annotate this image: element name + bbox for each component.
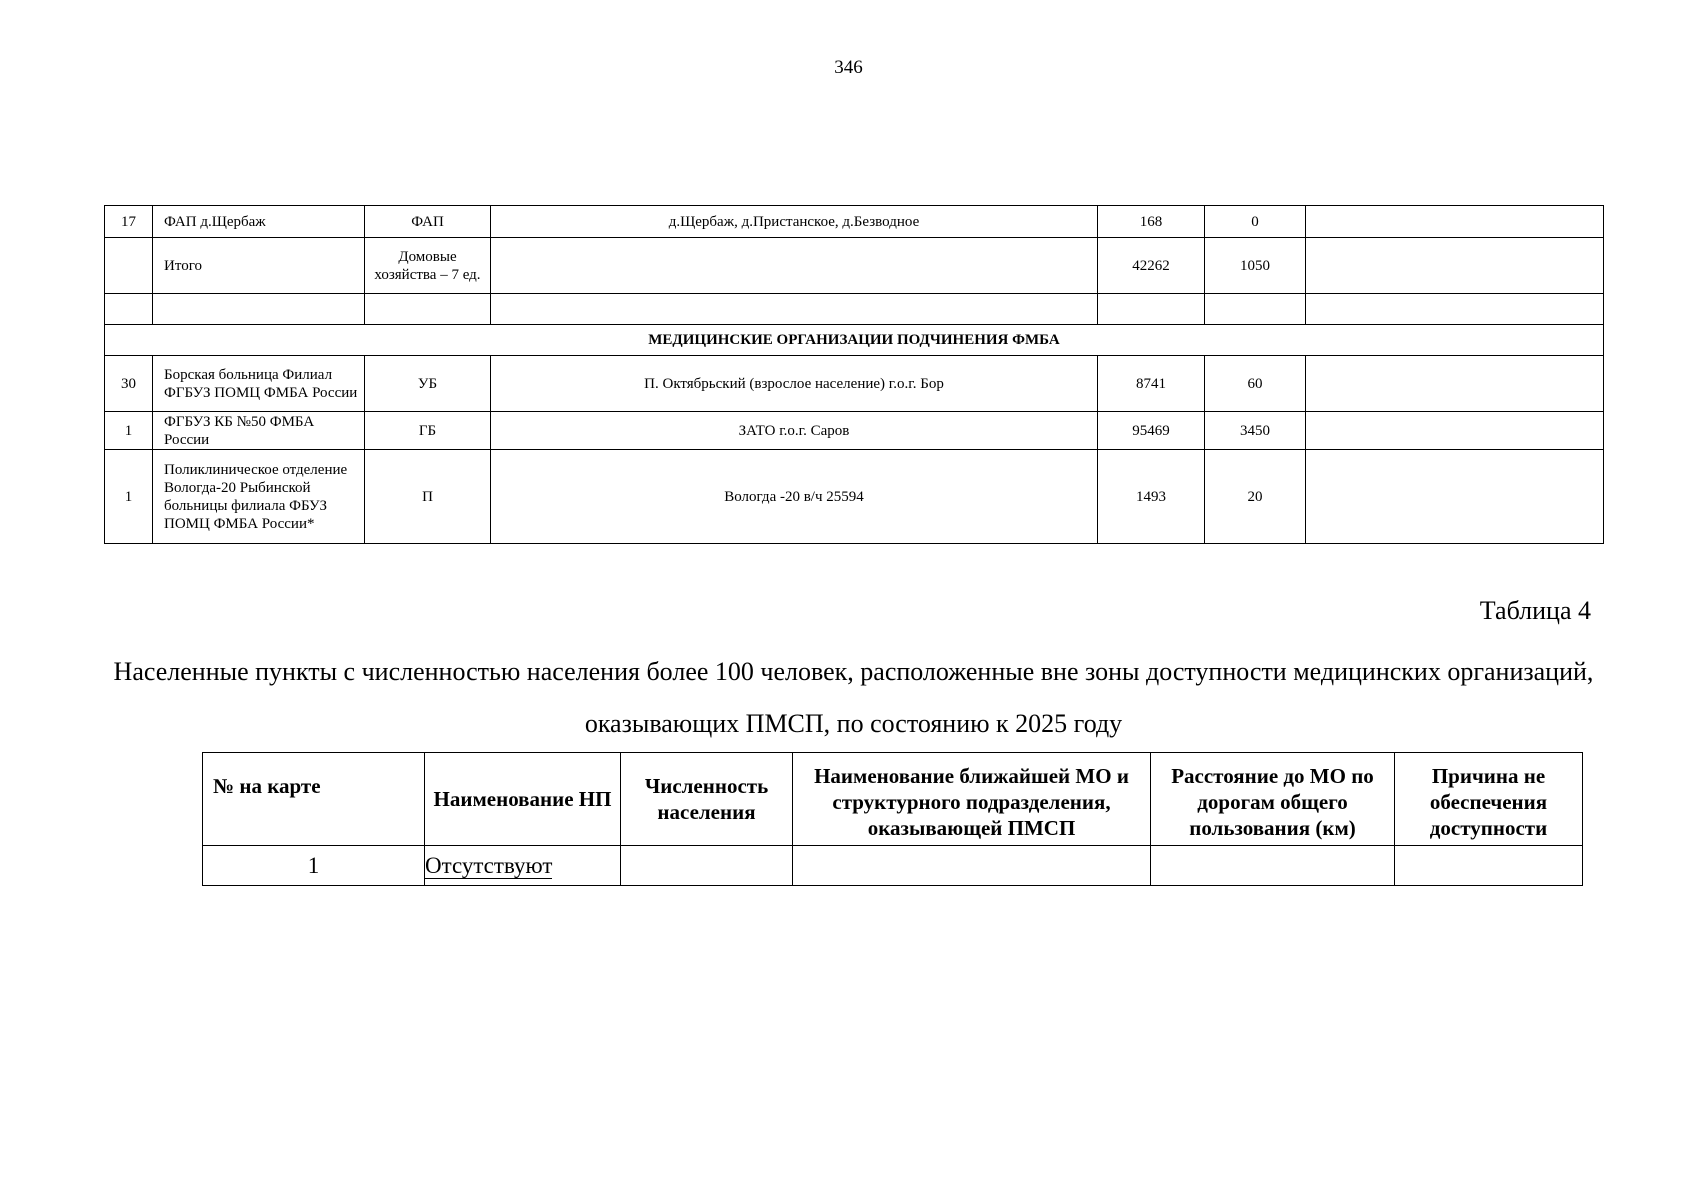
header-distance: Расстояние до МО по дорогам общего пользования (км): [1151, 753, 1395, 846]
page-number: 346: [834, 57, 863, 78]
note: [1306, 450, 1604, 544]
row-number: 30: [105, 356, 153, 412]
note: [1306, 294, 1604, 325]
row-number: 1: [105, 450, 153, 544]
children-count: 3450: [1205, 412, 1306, 450]
population: [1098, 294, 1205, 325]
note: [1306, 356, 1604, 412]
service-area: [491, 294, 1098, 325]
organization-type: [365, 294, 491, 325]
nearest-mo: [793, 846, 1151, 886]
header-population: Численность населения: [621, 753, 793, 846]
service-area: Вологда -20 в/ч 25594: [491, 450, 1098, 544]
map-number: 1: [203, 846, 425, 886]
table-header-row: [203, 753, 1583, 846]
settlement-name-text: Отсутствуют: [425, 852, 553, 878]
settlement-name: [425, 846, 621, 886]
organization-type: ФАП: [365, 206, 491, 238]
organization-type: ГБ: [365, 412, 491, 450]
population: 168: [1098, 206, 1205, 238]
distance: [1151, 846, 1395, 886]
note: [1306, 412, 1604, 450]
section-title: МЕДИЦИНСКИЕ ОРГАНИЗАЦИИ ПОДЧИНЕНИЯ ФМБА: [105, 325, 1604, 356]
children-count: 0: [1205, 206, 1306, 238]
organization-name: Поликлиническое отделение Вологда-20 Рыбинской больницы филиала ФБУЗ ПОМЦ ФМБА России*: [153, 450, 365, 544]
service-area: [491, 238, 1098, 294]
organization-name: Борская больница Филиал ФГБУЗ ПОМЦ ФМБА России: [153, 356, 365, 412]
service-area: П. Октябрьский (взрослое население) г.о.г. Бор: [491, 356, 1098, 412]
table-row: [105, 450, 1604, 544]
population: 1493: [1098, 450, 1205, 544]
service-area: д.Щербаж, д.Пристанское, д.Безводное: [491, 206, 1098, 238]
organization-type: Домовые хозяйства – 7 ед.: [365, 238, 491, 294]
table-row-empty: [105, 294, 1604, 325]
table-row: [105, 206, 1604, 238]
row-number: [105, 294, 153, 325]
table-title: Населенные пункты с численностью населения более 100 человек, расположенные вне зоны доступности медицинских организаций, оказывающих ПМСП, по состоянию к 2025 году: [113, 657, 1594, 738]
row-number: [105, 238, 153, 294]
row-number: 17: [105, 206, 153, 238]
population: 8741: [1098, 356, 1205, 412]
organization-name: [153, 294, 365, 325]
table-row: [203, 846, 1583, 886]
section-row: [105, 325, 1604, 356]
note: [1306, 206, 1604, 238]
organization-type: П: [365, 450, 491, 544]
organization-name: ФГБУЗ КБ №50 ФМБА России: [153, 412, 365, 450]
population: [621, 846, 793, 886]
organization-name: Итого: [153, 238, 365, 294]
organization-type: УБ: [365, 356, 491, 412]
children-count: 20: [1205, 450, 1306, 544]
header-map-number: № на карте: [203, 753, 425, 846]
table-label: Таблица 4: [1479, 596, 1591, 625]
children-count: 1050: [1205, 238, 1306, 294]
header-settlement-name: Наименование НП: [425, 753, 621, 846]
children-count: 60: [1205, 356, 1306, 412]
table-row: [105, 356, 1604, 412]
header-reason: Причина не обеспечения доступности: [1395, 753, 1583, 846]
table-row: [105, 412, 1604, 450]
settlements-table: [202, 752, 1583, 886]
reason: [1395, 846, 1583, 886]
note: [1306, 238, 1604, 294]
medical-organizations-table: [104, 205, 1604, 544]
organization-name: ФАП д.Щербаж: [153, 206, 365, 238]
service-area: ЗАТО г.о.г. Саров: [491, 412, 1098, 450]
children-count: [1205, 294, 1306, 325]
population: 42262: [1098, 238, 1205, 294]
table-row-total: [105, 238, 1604, 294]
header-nearest-mo: Наименование ближайшей МО и структурного подразделения, оказывающей ПМСП: [793, 753, 1151, 846]
row-number: 1: [105, 412, 153, 450]
population: 95469: [1098, 412, 1205, 450]
